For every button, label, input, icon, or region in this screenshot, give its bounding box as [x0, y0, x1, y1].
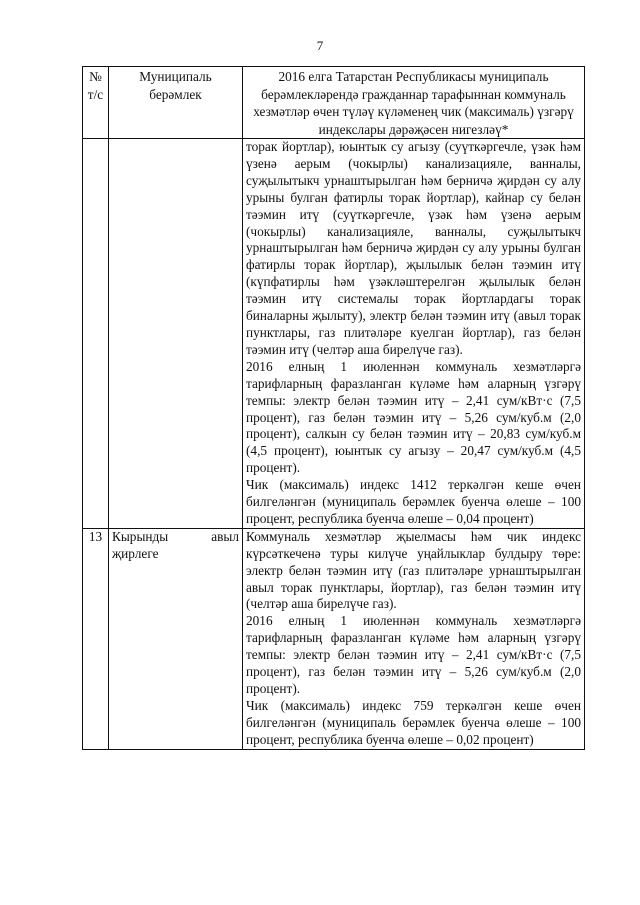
- municipality-name-part: җирлеге: [112, 545, 159, 561]
- table-row-13: [83, 528, 585, 749]
- description-paragraph: 2016 елның 1 июленнән коммуналь хезмәтләргә тарифларның фаразланган күләме һәм аларның үзгәрү темпы: электр белән тәэмин итү – 2,41 сум/кВт·с (7,5 процент), газ белән тәэмин итү – 5,26 сум/куб.м (2,0 процент), салкын су белән тәэмин итү – 20,83 сум/куб.м (4,5 процент), юынтык су агызу – 20,47 сум/куб.м (4,5 процент).: [246, 358, 581, 476]
- description-paragraph: 2016 елның 1 июленнән коммуналь хезмәтләргә тарифларның фаразланган күләме һәм аларның үзгәрү темпы: электр белән тәэмин итү – 2,41 сум/кВт·с (7,5 процент), газ белән тәэмин итү – 5,26 сум/куб.м (2,0 процент).: [246, 613, 581, 696]
- municipality-name: [109, 528, 243, 749]
- num-cell-empty: [83, 139, 109, 529]
- description-paragraph: торак йортлар), юынтык су агызу (суүткәргечле, үзәк һәм үзенә аерым (чокырлы) канализацияле, ванналы, суҗылытыкч урнаштырылган һәм берничә җирдән су алу урыны булган фатирлы торак йортлар), кайнар су белән тәэмин итү (суүткәргечле, үзәк һәм үзенә аерым (чокырлы) канализацияле, ванналы, суҗылытыкч урнаштырылган һәм берничә җирдән су алу урыны булган фатирлы торак йортлар), җылылык белән тәэмин итү (күпфатирлы һәм үзәкләштерелгән җылылык белән тәэмин итү системалы торак йортлардагы торак биналарны җылыту), электр белән тәэмин итү (авыл торак пунктлары, газ плитәләре куелган йортлар), газ белән тәэмин итү (челтәр аша бирелүче газ).: [246, 139, 581, 357]
- description-cell: [243, 139, 585, 529]
- description-paragraph: Чик (максималь) индекс 759 теркәлгән кеше өчен билгеләнгән (муниципаль берәмлек буенча өлеше – 100 процент, республика буенча өлеше – 0,02 процент): [246, 697, 581, 747]
- description-cell: [243, 528, 585, 749]
- header-municipality: Муниципаль берәмлек: [109, 67, 243, 139]
- header-description: 2016 елга Татарстан Республикасы муниципаль берәмлекләрендә гражданнар тарафыннан коммуналь хезмәтләр өчен түләү күләменең чик (максималь) үзгәрү индекслары дәрәҗәсен нигезләү*: [243, 67, 585, 139]
- page-number: 7: [316, 38, 324, 53]
- municipality-name-part: Кырынды: [112, 528, 169, 544]
- row-number: 13: [83, 528, 109, 749]
- table-header-row: [83, 67, 585, 139]
- municipality-index-table: [82, 66, 585, 750]
- municipality-name-part: авыл: [211, 528, 239, 544]
- description-paragraph: Чик (максималь) индекс 1412 теркәлгән кеше өчен билгеләнгән (муниципаль берәмлек буенча өлеше – 100 процент, республика буенча өлеше – 0,04 процент): [246, 477, 581, 526]
- description-paragraph: Коммуналь хезмәтләр җыелмасы һәм чик индекс күрсәткеченә туры килүче уңайлыклар булдыру төре: электр белән тәэмин итү (газ плитәләре урнаштырылган авыл торак пунктлары, йортлар), газ белән тәэмин итү (челтәр аша бирелүче газ).: [246, 528, 581, 612]
- table-row-continuation: [83, 139, 585, 529]
- municipality-cell-empty: [109, 139, 243, 529]
- header-number: № т/с: [83, 67, 109, 139]
